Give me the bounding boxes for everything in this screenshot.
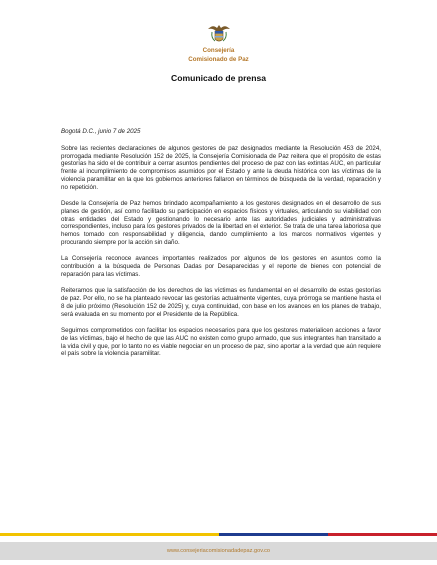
document-body bbox=[61, 128, 381, 358]
flag-color-bar bbox=[0, 533, 437, 536]
flag-stripe-red bbox=[328, 533, 437, 536]
paragraph: Desde la Consejería de Paz hemos brindado acompañamiento a los gestores designados en el desarrollo de sus planes de gestión, así como facilitado su participación en espacios físicos y virtuales, articulando su viabilidad con otras entidades del Estado y gestionando lo necesario ante las autoridades judiciales y administrativas correspondientes, incluso para los gestores privados de la libertad en el exterior. Se trata de una tarea laboriosa que hemos tomado con responsabilidad y diligencia, dando cumplimiento a los marcos normativos vigentes y procurando siempre por la acción sin daño. bbox=[61, 200, 381, 247]
paragraph: Reiteramos que la satisfacción de los derechos de las víctimas es fundamental en el desarrollo de estas gestorías de paz. Por ello, no se ha planteado revocar las gestorías actualmente vigentes, cuya prórroga se mantiene hasta el 8 de julio próximo (Resolución 152 de 2025) y, cuya continuidad, con base en los avances en los planes de trabajo, será evaluada en su momento por el Presidente de la República. bbox=[61, 287, 381, 318]
paragraph: Seguimos comprometidos con facilitar los espacios necesarios para que los gestores materialicen acciones a favor de las víctimas, bajo el hecho de que las AUC no existen como grupo armado, que sus integrantes han transitado a la vida civil y que, por lo tanto no es viable negociar en un proceso de paz, sino aportar a la verdad que aún requiere el país sobre la violencia paramilitar. bbox=[61, 326, 381, 358]
org-name-line2: Comisionado de Paz bbox=[188, 55, 249, 63]
flag-stripe-yellow bbox=[0, 533, 219, 536]
org-name-line1: Consejería bbox=[202, 47, 235, 54]
paragraph: La Consejería reconoce avances importantes realizados por algunos de los gestores en asuntos como la contribución a la búsqueda de Personas Dadas por Desaparecidas y el reporte de bienes con potencial de reparación para las víctimas. bbox=[61, 255, 381, 278]
flag-stripe-blue bbox=[219, 533, 328, 536]
colombia-coat-of-arms-icon bbox=[206, 20, 232, 46]
document-date: Bogotá D.C., junio 7 de 2025 bbox=[61, 128, 141, 135]
letterhead bbox=[0, 20, 437, 63]
footer-website-link[interactable]: www.consejeriacomisionadadepaz.gov.co bbox=[0, 542, 437, 560]
document-title: Comunicado de prensa bbox=[170, 73, 267, 83]
paragraph: Sobre las recientes declaraciones de algunos gestores de paz designados mediante la Resolución 453 de 2024, prorrogada mediante Resolución 152 de 2025, la Consejería Comisionada de Paz reitera que el propósito de estas gestorías ha sido el de contribuir a cerrar asuntos pendientes del proceso de paz con las extintas AUC, en particular frente al incumplimiento de compromisos asumidos por el Estado y ante la deuda histórica con las víctimas de la violencia paramilitar en la que los gobiernos anteriores fallaron en términos de búsqueda de la verdad, reparación y no repetición. bbox=[61, 144, 381, 191]
